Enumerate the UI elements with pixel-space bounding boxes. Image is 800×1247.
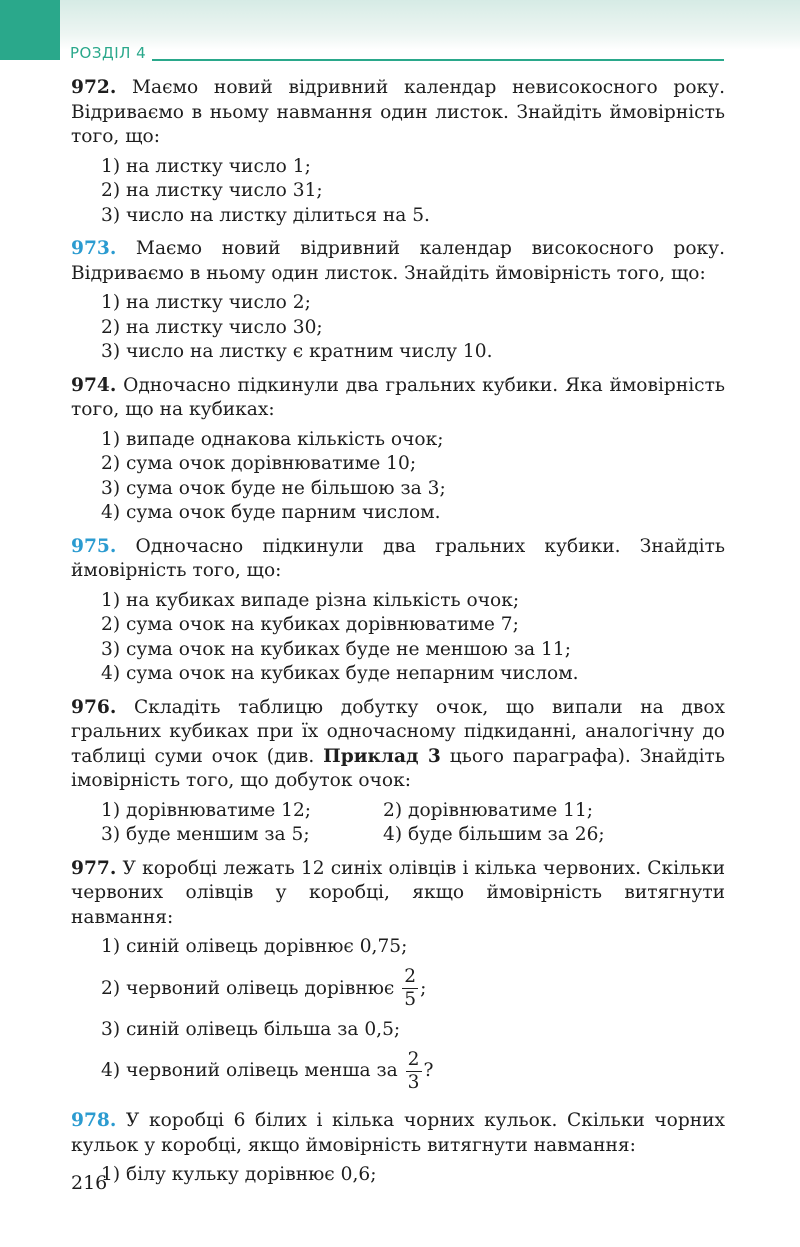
list-item: 1) на кубиках випаде різна кількість очок; <box>101 589 520 611</box>
list-item: 2) сума очок на кубиках дорівнюватиме 7; <box>101 614 519 635</box>
list-item: 1) на листку число 1; <box>101 155 311 177</box>
problem-statement-cont: цього параграфа). Знайдіть імовірність того, що добуток очок: <box>71 745 725 791</box>
page-number: 216 <box>71 1172 108 1194</box>
problem-978 <box>71 1109 725 1188</box>
page-content <box>71 76 725 1197</box>
list-item: 4) сума очок буде парним числом. <box>101 502 441 523</box>
header-rule <box>152 59 724 61</box>
list-item: 3) буде меншим за 5; <box>101 824 310 845</box>
problem-items <box>101 291 725 365</box>
problem-items <box>101 799 725 848</box>
list-item: 1) синій олівець дорівнює 0,75; <box>101 936 408 957</box>
example-reference: Приклад 3 <box>323 745 441 767</box>
problem-number: 976. <box>71 696 117 718</box>
list-item: 2) червоний олівець дорівнює $\frac{2}{5}$ ; <box>101 966 427 1010</box>
problem-items <box>101 428 725 526</box>
list-item: 3) синій олівець більша за 0,5; <box>101 1018 401 1040</box>
problem-statement: Одночасно підкинули два гральних кубики. Знайдіть ймовірність того, що: <box>71 535 725 581</box>
list-item: 1) на листку число 2; <box>101 292 311 313</box>
fraction-numerator: 2 <box>404 966 417 987</box>
problem-974 <box>71 374 725 526</box>
problem-972 <box>71 76 725 228</box>
list-item: 4) червоний олівець менша за $\frac{2}{3}$ ? <box>101 1048 434 1093</box>
problem-number: 973. <box>71 238 117 259</box>
section-tab <box>0 0 60 60</box>
problem-976 <box>71 696 725 848</box>
problem-items <box>101 1163 725 1188</box>
list-item: 2) на листку число 31; <box>101 180 323 201</box>
list-item: 1) білу кульку дорівнює 0,6; <box>101 1164 377 1185</box>
problem-statement: У коробці лежать 12 синіх олівців і кілька червоних. Скільки червоних олівців у коробці, якщо ймовірність витягнути навмання: <box>71 857 725 928</box>
list-item: 1) дорівнюватиме 12; <box>101 799 312 821</box>
list-item: 3) сума очок буде не більшою за 3; <box>101 477 446 499</box>
problem-statement: Маємо новий відривний календар невисокосного року. Відриваємо в ньому навмання один листок. Знайдіть ймовірність того, що: <box>71 77 725 147</box>
problem-number: 972. <box>71 77 117 98</box>
problem-977 <box>71 857 725 1101</box>
fraction-denominator: 3 <box>407 1071 420 1093</box>
header-band <box>0 0 800 50</box>
problem-number: 975. <box>71 535 117 557</box>
problem-number: 977. <box>71 857 117 879</box>
fraction <box>406 1049 422 1094</box>
fraction <box>402 966 418 1011</box>
fraction-numerator: 2 <box>407 1048 420 1070</box>
list-item: 2) сума очок дорівнюватиме 10; <box>101 453 417 474</box>
list-item: 4) сума очок на кубиках буде непарним числом. <box>101 663 579 684</box>
problem-statement: У коробці 6 білих і кілька чорних кульок. Скільки чорних кульок у коробці, якщо ймовірність витягнути навмання: <box>71 1110 725 1156</box>
section-label: РОЗДІЛ 4 <box>70 44 147 62</box>
list-item: 3) число на листку ділиться на 5. <box>101 204 430 226</box>
problem-items <box>101 155 725 229</box>
list-item: 2) на листку число 30; <box>101 316 323 338</box>
problem-973 <box>71 237 725 365</box>
list-item: 2) дорівнюватиме 11; <box>383 799 594 821</box>
list-item: 1) випаде однакова кількість очок; <box>101 428 444 450</box>
problem-items <box>101 935 725 1100</box>
problem-975 <box>71 535 725 687</box>
list-item: 4) буде більшим за 26; <box>383 824 605 845</box>
list-item: 3) сума очок на кубиках буде не меншою за 11; <box>101 638 571 660</box>
list-item: 3) число на листку є кратним числу 10. <box>101 341 493 362</box>
problem-statement: Одночасно підкинули два гральних кубики. Яка ймовірність того, що на кубиках: <box>71 374 725 420</box>
problem-number: 978. <box>71 1110 117 1131</box>
problem-statement: Маємо новий відривний календар високосного року. Відриваємо в ньому один листок. Знайдіть ймовірність того, що: <box>71 238 725 284</box>
problem-items <box>101 589 725 687</box>
problem-number: 974. <box>71 374 117 396</box>
fraction-denominator: 5 <box>404 989 417 1010</box>
problem-statement: Складіть таблицю добутку очок, що випали на двох гральних кубиках при їх одночасному підкиданні, аналогічну до таблиці суми очок (див. <box>71 696 725 767</box>
